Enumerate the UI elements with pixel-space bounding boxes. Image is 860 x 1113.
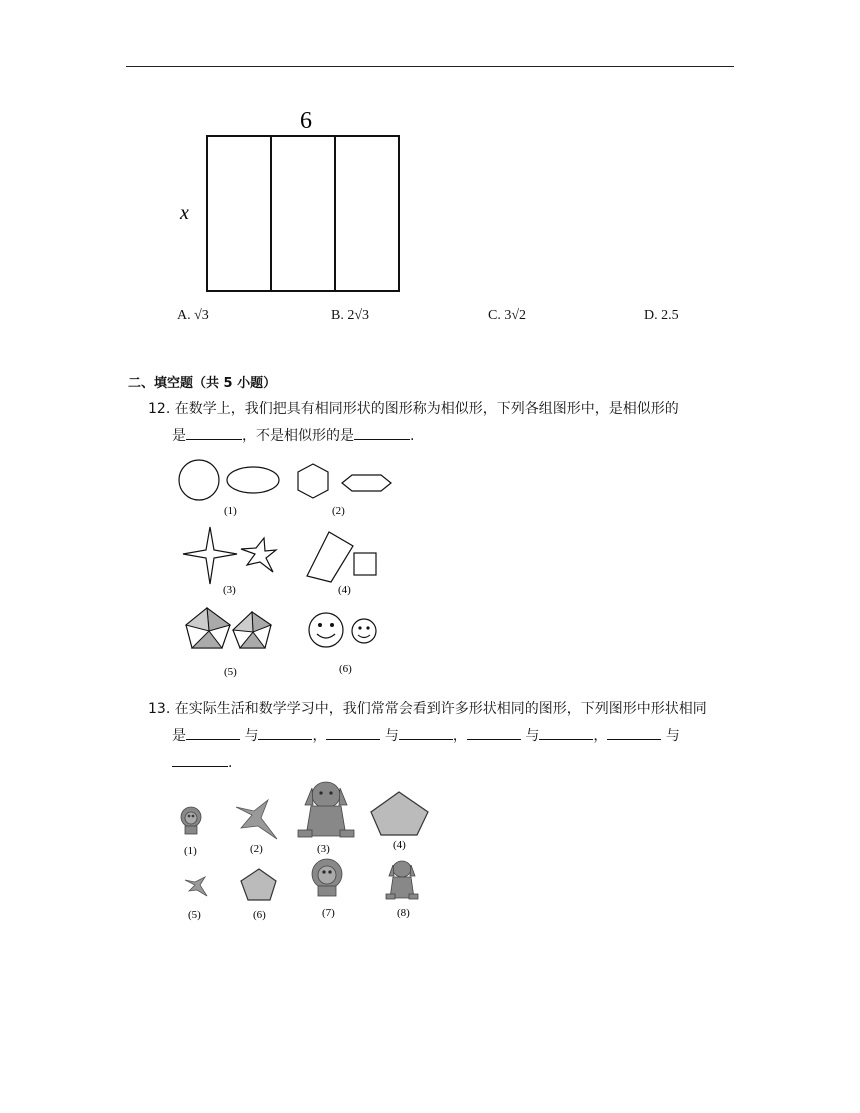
option-value: 2√3 bbox=[347, 308, 370, 323]
figure-label: (3) bbox=[223, 584, 236, 596]
pentagon-figure-large bbox=[371, 792, 428, 835]
figure-label: (4) bbox=[393, 839, 406, 851]
star-figure-small bbox=[185, 877, 207, 896]
figure-label: (6) bbox=[339, 663, 352, 675]
figure-label: (1) bbox=[224, 505, 237, 517]
q12-text: 是 bbox=[172, 428, 186, 444]
figure-label: (8) bbox=[397, 907, 410, 919]
q12-text: . bbox=[410, 428, 415, 444]
figure-label: (1) bbox=[184, 845, 197, 857]
lion-figure-large bbox=[312, 859, 342, 896]
top-dimension-label: 6 bbox=[300, 108, 312, 134]
option-value: 2.5 bbox=[661, 308, 679, 323]
option-letter: A. bbox=[177, 308, 191, 323]
q13-text: 是 bbox=[172, 728, 186, 744]
figure-label: (3) bbox=[317, 843, 330, 855]
q13-text: 与 bbox=[384, 728, 399, 744]
q12-text: ，不是相似形的是 bbox=[242, 428, 354, 444]
figure-label: (5) bbox=[188, 909, 201, 921]
q13-text: ， bbox=[593, 728, 608, 744]
q13-text: 与 bbox=[244, 728, 259, 744]
section-title: 二、填空题（共 5 小题） bbox=[128, 376, 277, 391]
question-12-line1: 12. 在数学上，我们把具有相同形状的图形称为相似形，下列各组图形中，是相似形的 bbox=[148, 401, 679, 417]
q13-text: . bbox=[228, 755, 233, 771]
q13-text: ， bbox=[452, 728, 467, 744]
q13-text: ， bbox=[312, 728, 327, 744]
figure-label: (2) bbox=[250, 843, 263, 855]
side-dimension-label: x bbox=[180, 202, 189, 224]
question-13-line1: 13. 在实际生活和数学学习中，我们常常会看到许多形状相同的图形，下列图形中形状相同 bbox=[148, 701, 707, 717]
figure-label: (7) bbox=[322, 907, 335, 919]
q13-text: 与 bbox=[665, 728, 680, 744]
option-value: 3√2 bbox=[504, 308, 527, 323]
option-value: √3 bbox=[194, 308, 209, 323]
option-letter: D. bbox=[644, 308, 658, 323]
q13-text: 与 bbox=[525, 728, 540, 744]
figure-label: (4) bbox=[338, 584, 351, 596]
star-figure-large bbox=[236, 800, 277, 839]
option-letter: B. bbox=[331, 308, 344, 323]
option-letter: C. bbox=[488, 308, 501, 323]
dog-figure-small bbox=[386, 861, 418, 899]
dog-figure-large bbox=[298, 782, 354, 837]
figure-label: (2) bbox=[332, 505, 345, 517]
lion-figure-small bbox=[181, 807, 201, 834]
figure-label: (6) bbox=[253, 909, 266, 921]
pentagon-figure-small bbox=[241, 869, 276, 900]
figure-label: (5) bbox=[224, 666, 237, 678]
